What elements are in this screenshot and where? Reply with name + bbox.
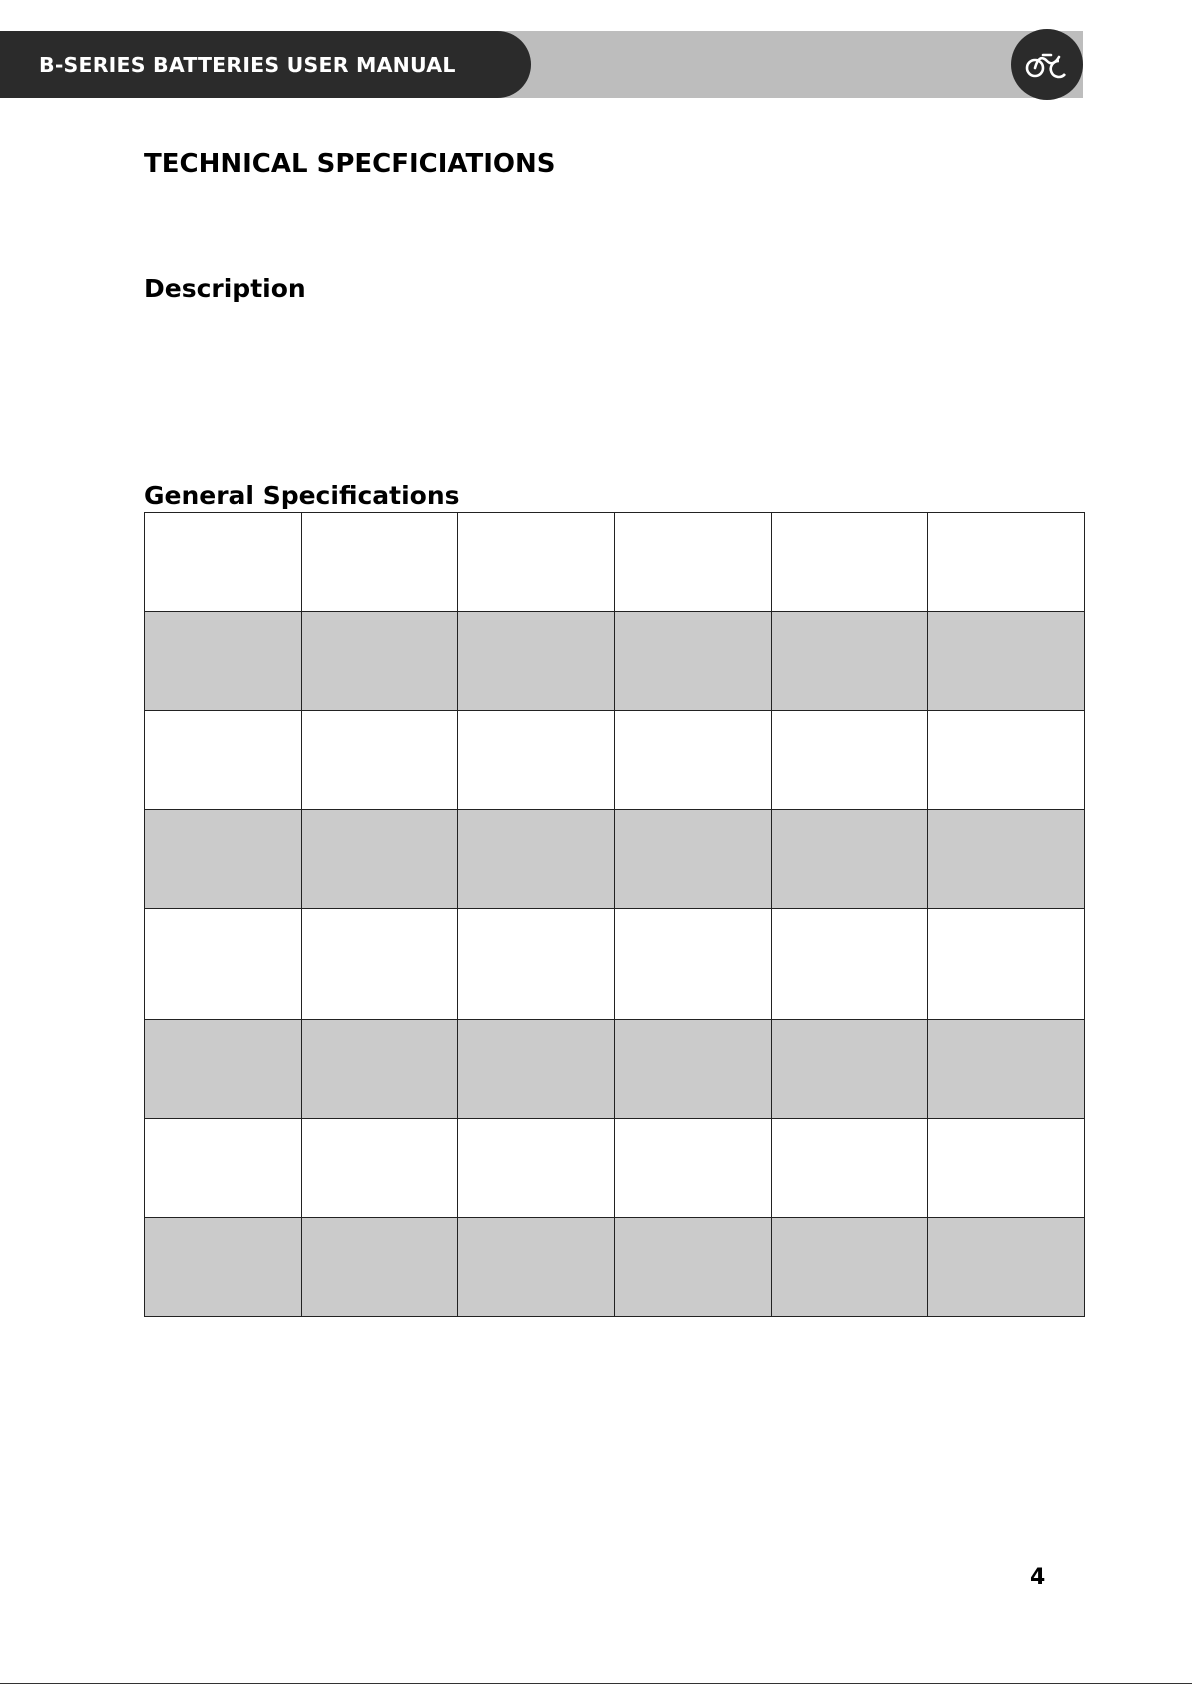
table-cell [145, 810, 302, 909]
table-row [145, 513, 1085, 612]
table-cell [301, 711, 458, 810]
table-cell [301, 1020, 458, 1119]
table-cell [928, 909, 1085, 1020]
table-cell [301, 810, 458, 909]
table-cell [771, 909, 928, 1020]
page-title: TECHNICAL SPECFICIATIONS [144, 149, 556, 179]
table-cell [458, 1119, 615, 1218]
table-cell [145, 711, 302, 810]
table-cell [928, 711, 1085, 810]
table-cell [458, 513, 615, 612]
document-title: B-SERIES BATTERIES USER MANUAL [39, 52, 456, 77]
table-row [145, 1218, 1085, 1317]
table-cell [771, 612, 928, 711]
table-cell [458, 909, 615, 1020]
table-cell [145, 909, 302, 1020]
table-cell [928, 1119, 1085, 1218]
table-cell [614, 1020, 771, 1119]
table-row [145, 909, 1085, 1020]
table-cell [145, 1218, 302, 1317]
table-cell [614, 513, 771, 612]
table-cell [458, 810, 615, 909]
table-cell [614, 1218, 771, 1317]
table-row [145, 612, 1085, 711]
table-row [145, 810, 1085, 909]
table-row [145, 711, 1085, 810]
table-cell [614, 612, 771, 711]
table-cell [614, 711, 771, 810]
table-cell [458, 1218, 615, 1317]
table-cell [614, 810, 771, 909]
description-heading: Description [144, 274, 306, 303]
table-cell [301, 909, 458, 1020]
table-cell [771, 513, 928, 612]
table-cell [301, 1218, 458, 1317]
table-cell [301, 1119, 458, 1218]
table-cell [458, 711, 615, 810]
table-row [145, 1119, 1085, 1218]
page-number: 4 [1030, 1565, 1046, 1590]
header-tab [0, 31, 531, 98]
table-cell [145, 1119, 302, 1218]
table-cell [145, 1020, 302, 1119]
table-cell [301, 612, 458, 711]
table-cell [928, 612, 1085, 711]
table-cell [458, 1020, 615, 1119]
table-cell [145, 513, 302, 612]
table-cell [614, 909, 771, 1020]
table-cell [771, 711, 928, 810]
table-cell [458, 612, 615, 711]
general-specifications-table [144, 512, 1085, 1317]
table-cell [771, 1218, 928, 1317]
bicycle-logo-icon [1011, 29, 1083, 100]
bottom-divider [0, 1683, 1192, 1684]
table-cell [928, 810, 1085, 909]
table-cell [771, 1119, 928, 1218]
table-row [145, 1020, 1085, 1119]
bicycle-logo-icon-graphic [1023, 49, 1071, 81]
table-cell [928, 1020, 1085, 1119]
table-cell [928, 1218, 1085, 1317]
general-specifications-heading: General Specifications [144, 481, 460, 510]
table-cell [771, 1020, 928, 1119]
table-cell [928, 513, 1085, 612]
table-cell [301, 513, 458, 612]
table-cell [614, 1119, 771, 1218]
table-cell [771, 810, 928, 909]
table-cell [145, 612, 302, 711]
